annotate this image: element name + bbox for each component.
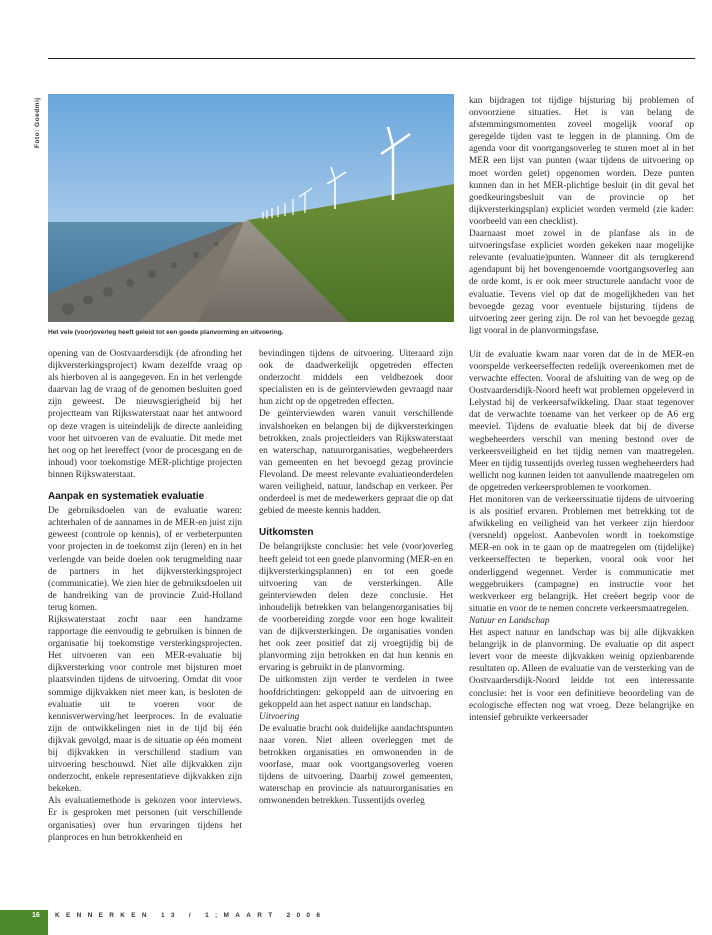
paragraph: Rijkswaterstaat zocht naar een handzame rapportage die eenvoudig te gebruiken is binnen de organisatie bij toekomstige versterkingsprojecten. Het uitvoeren van een MER-evaluatie bij dijkversterking voor controle met bijsturen moet plaatsvinden tijdens de uitvoering. Omdat dit voor sommige dijkvakken niet meer kan, is besloten de evaluatie uit te voeren voor de kennisverwerving/het leerproces. In de evaluatie zijn de ontwikkelingen niet in de tijd bij één dijkvak gevolgd, maar is de situatie op één moment bij dijkvakken in verschillend stadium van uitvoering beschouwd. Niet alle dijkvakken zijn onderzocht, enkele representatieve dijkvakken zijn bekeken. bbox=[48, 614, 242, 795]
top-rule bbox=[48, 58, 695, 59]
paragraph: De uitkomsten zijn verder te verdelen in twee hoofdrichtingen: gekoppeld aan de uitvoering en gekoppeld aan het aspect natuur en landschap. bbox=[259, 675, 453, 710]
paragraph: De evaluatie bracht ook duidelijke aandachtspunten naar voren. Niet alleen overleggen met de betrokken organisaties en omwonenden in de voorfase, maar ook voortgangsoverleg voeren tijdens de uitvoering. Daarbij zowel gemeenten, waterschap en provincie als natuurorganisaties en omwonenden betrekken. Tussentijds overleg bbox=[259, 723, 453, 807]
text-column-1 bbox=[48, 348, 242, 844]
paragraph: opening van de Oostvaardersdijk (de afronding het dijkversterkingsproject) kwam dezelfde vraag op als hierboven al is aangegeven. En in het verlengde daarvan lag de vraag of de genomen besluiten goed zijn geweest. De nieuwsgierigheid bij het projectteam van Rijkswaterstaat naar het antwoord op deze vragen is uiteindelijk de directe aanleiding voor het uitvoeren van de evaluatie. Dit mede met het oog op het leereffect (voor de procesgang en de inhoud) voor toekomstige MER-plichtige projecten binnen Rijkswaterstaat. bbox=[48, 349, 242, 480]
section-heading: Uitkomsten bbox=[259, 527, 314, 539]
paragraph: De gebruiksdoelen van de evaluatie waren: achterhalen of de aannames in de MER-en juist zijn geweest (controle op kennis), of er verbeterpunten voor projecten in de toekomst zijn (leren) en in het verlengde van beide doelen ook terugmelding naar de partners in het dijkversterkingsproject (communicatie). We zien hier de gebruiksdoelen uit de handreiking van de provincie Zuid-Holland terug komen. bbox=[48, 506, 242, 613]
subheading: Natuur en Landschap bbox=[469, 615, 550, 626]
paragraph: Het aspect natuur en landschap was bij alle dijkvakken belangrijk in de planvorming. De evaluatie op dit aspect levert voor de meeste dijkvakken weinig opzienbarende resultaten op. Alleen de evaluatie van de versterking van de Oostvaardersdijk-Noord leidde tot een interessante conclusie: het is voor een definitieve beoordeling van de ecologische effecten nog wat vroeg. Deze belangrijke en intensief gebruikte verkeersader bbox=[469, 628, 694, 723]
paragraph: Het monitoren van de verkeerssituatie tijdens de uitvoering is als positief ervaren. Problemen met betrekking tot de afwikkeling en veiligheid van het verkeer zijn hierdoor (versneld) opgelost. Aanbevolen wordt in toekomstige MER-en ook in te gaan op de maatregelen om (tijdelijke) verkeerseffecten te beperken, vooral ook voor het onderliggend wegennet. Verder is communicatie met weggebruikers (campagne) en instructie voor het werkverkeer erg belangrijk. Het creëert begrip voor de situatie en voor de te nemen concrete verkeersmaatregelen. bbox=[469, 495, 694, 614]
paragraph-gap bbox=[469, 337, 694, 349]
text-column-2 bbox=[259, 348, 453, 807]
page-number: 16 bbox=[32, 912, 40, 919]
subheading: Uitvoering bbox=[259, 711, 300, 722]
photo-caption: Het vele (voor)overleg heeft geleid tot een goede planvorming en uitvoering. bbox=[48, 329, 284, 336]
footer-accent-block bbox=[0, 910, 48, 935]
dike-road-wind-turbines-photo bbox=[48, 94, 454, 322]
paragraph: Uit de evaluatie kwam naar voren dat de in de MER-en voorspelde verkeerseffecten redelijk overeenkomen met de verwachte effecten. Vooral de afsluiting van de weg op de Oostvaardersdijk-Noord heeft wat problemen opgeleverd in Lelystad bij de verkeersafwikkeling. Daar staat tegenover dat de verwachte toename van het verkeer op de A6 erg meeviel. Tijdens de evaluatie bleek dat bij de diverse wegbeheerders verschil van mening bestond over de verkeersveiligheid en het tijdig nemen van maatregelen. Meer en tijdig tussentijds overleg tussen wegbeheerders had wellicht nog kunnen leiden tot aanvullende maatregelen om de opgetreden verkeersproblemen te voorkomen. bbox=[469, 349, 694, 493]
paragraph: De belangrijkste conclusie: het vele (voor)overleg heeft geleid tot een goede planvorming (MER-en en dijkversterkingsplannen) en tot een goede uitvoering van de versterkingen. Alle geïnterviewden delen deze conclusie. Het inhoudelijk betrekken van belangenorganisaties bij de voorbereiding zorgde voor een hoge kwaliteit van de dijkversterkingen. De organisaties vonden het ook zeer positief dat zij vroegtijdig bij de planvorming zijn betrokken en dat hun kennis en ervaring is gebruikt in de planvorming. bbox=[259, 542, 453, 674]
text-column-3 bbox=[469, 95, 694, 724]
paragraph: Daarnaast moet zowel in de planfase als in de uitvoeringsfase expliciet worden gekeken naar mogelijke relevante (evaluatie)punten. Wanneer dit als terugkerend agendapunt bij het bovengenoemde voortgangsoverleg aan de orde komt, is er ook meer structurele aandacht voor de evaluatie. Tevens viel op dat de mogelijkheden van het bevoegde gezag voor eventuele bijsturing tijdens de uitvoering zeer gering zijn. De rol van het bevoegde gezag ligt vooral in de planvormingsfase. bbox=[469, 229, 694, 336]
photo-credit: Foto: Goedmij bbox=[34, 97, 41, 148]
paragraph: Als evaluatiemethode is gekozen voor interviews. Er is gesproken met personen (uit verschillende organisaties) over hun ervaringen tijdens het planproces en hun betrokkenheid en bbox=[48, 796, 242, 843]
footer-publication-info: KENNERKEN 13 / 1;MAART 2006 bbox=[55, 912, 327, 919]
paragraph: De geïnterviewden waren vanuit verschillende invalshoeken en belangen bij de dijkversterkingen betrokken, zoals projectleiders van Rijkswaterstaat en waterschap, natuurorganisaties, wegbeheerders van gemeenten en het bevoegd gezag provincie Flevoland. De meest relevante evaluatieonderdelen waren veiligheid, natuur, landschap en verkeer. Per onderdeel is met de medewerkers gepraat die op dat gebied de meeste kennis hadden. bbox=[259, 409, 453, 517]
paragraph: kan bijdragen tot tijdige bijsturing bij problemen of onvoorziene situaties. Het is van belang de afstemmingsmomenten zoveel mogelijk vooraf op geregelde tijden vast te leggen in de planning. Om de agenda voor dit voortgangsoverleg te sturen moet al in het MER een lijst van punten (waar tijdens de uitvoering op moet worden gelet) opgenomen worden. Deze punten kunnen dan in het MER-plichtige besluit (in dit geval het goedkeuringsbesluit van de provincie op het dijkversterkingsplan) expliciet worden vermeld (zie kader: voorbeeld van een checklist). bbox=[469, 96, 694, 227]
section-heading: Aanpak en systematiek evaluatie bbox=[48, 491, 205, 503]
paragraph: bevindingen tijdens de uitvoering. Uiteraard zijn ook de daadwerkelijk opgetreden effecten onderzocht middels een veldbezoek door specialisten en is de geïnterviewden gevraagd naar hun zicht op de opgetreden effecten. bbox=[259, 349, 453, 408]
